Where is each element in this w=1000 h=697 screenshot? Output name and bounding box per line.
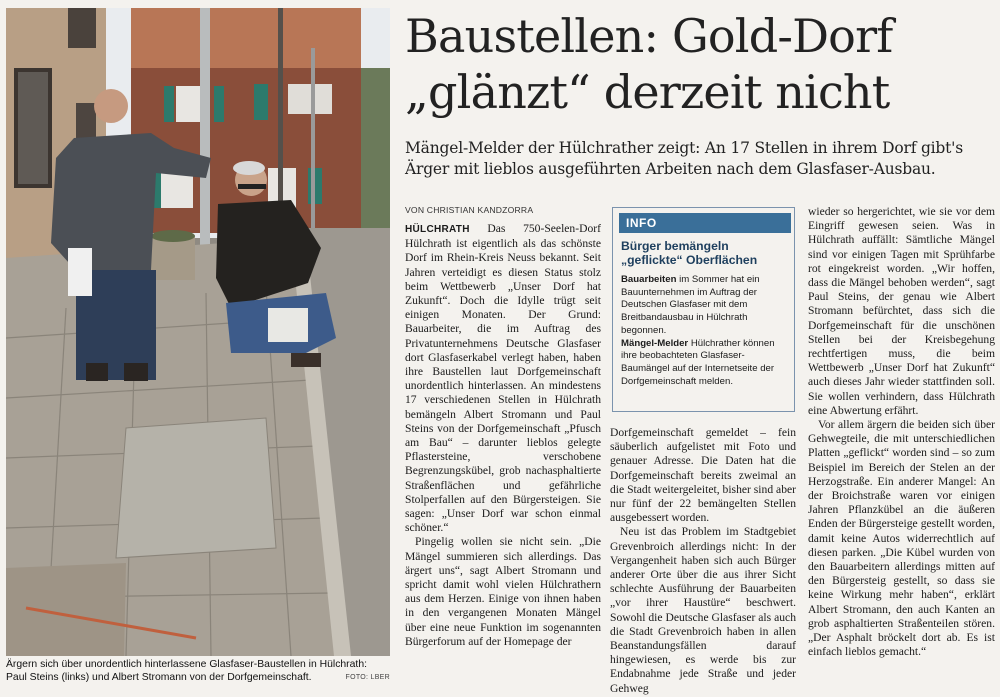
article-column-2 <box>610 426 796 696</box>
photo-caption <box>6 658 390 684</box>
info-item-lead: Bauarbeiten <box>621 274 677 285</box>
paragraph: wieder so hergerichtet, wie sie vor dem Eingriff gewesen seien. Was in Hülchrath auffällt: Sämtliche Mängel sind vor einigen Tagen mit Sprühfarbe rot eingekreist worden. „Wir hoffen, dass die Mängel behoben werden“, sagt Paul Steins, der genau wie Albert Stromann befürchtet, dass sich die Dorfgemeinschaft für die unschönen Stellen bei der Kreisbegehung rechtfertigen muss, die beim Wettbewerb „Unser Dorf hat Zukunft“ auch dieses Jahr wieder stattfinden soll. Sie wollen verhindern, dass Hülchrath eine Abwertung erfährt. <box>808 205 995 417</box>
byline: VON CHRISTIAN KANDZORRA <box>405 205 534 215</box>
article-photo <box>6 8 390 656</box>
info-item <box>621 338 791 389</box>
headline-line-1: Baustellen: Gold-Dorf <box>405 9 893 63</box>
article-column-3 <box>808 205 995 660</box>
info-item-text: im Sommer hat ein Bauunternehmen im Auftrag der Deutschen Glasfaser mit dem Breitbandausbau in Hülchrath begonnen. <box>621 274 760 336</box>
paragraph: Dorfgemeinschaft gemeldet – fein säuberlich aufgelistet mit Foto und genauer Adresse. Die Daten hat die Dorfgemeinschaft bereits zweimal an die Stadt weitergeleitet, bisher sind aber nur fünf der 22 bemängelten Stellen ausgebessert worden. <box>610 426 796 525</box>
paragraph <box>405 222 601 535</box>
headline-line-2: „glänzt“ derzeit nicht <box>405 65 890 119</box>
subheadline: Mängel-Melder der Hülchrather zeigt: An 17 Stellen in ihrem Dorf gibt's Ärger mit lieblos ausgeführten Arbeiten nach dem Glasfaser-Ausbau. <box>405 139 963 178</box>
paragraph: Pingelig wollen sie nicht sein. „Die Mängel summieren sich allerdings. Das ärgert uns“, sagt Albert Stromann und spricht damit wohl vielen Hülchrathern aus dem Herzen. Einige von ihnen haben in den vergangenen Monaten Mängel über eine neue Funktion im sogenannten Bürgerforum auf der Homepage der <box>405 535 601 648</box>
info-item-text: Hülchrather können ihre beobachteten Glasfaser-Baumängel auf der Internetseite der Dorfgemeinschaft melden. <box>621 337 775 387</box>
paragraph: Vor allem ärgern die beiden sich über Gehwegteile, die mit unterschiedlichen Platten „geflickt“ worden sind – so zum Beispiel im Bereich der Stelen an der Herzogstraße. Ein anderer Mangel: An der Broichstraße waren vor einigen Jahren Pflanzkübel an die äußeren Enden der Bürgersteige gestellt worden, damit keine Autos widerrechtlich auf diesen parken. „Die Kübel wurden von den Bauarbeitern allerdings mitten auf den Bürgersteig gestellt, so dass sie keine Wirkung mehr haben“, erklärt Albert Stromann, den auch Kanten an grob asphaltierten Straßenteilen stören. „Der Asphalt bröckelt dort ab. Es ist einfach lieblos gemacht.“ <box>808 418 995 659</box>
paragraph-text: Das 750-Seelen-Dorf Hülchrath ist eigentlich als das schönste Dorf im Rhein-Kreis Neuss bekannt. Seit Jahren verteidigt es diesen Status stolz beim Wettbewerb „Unser Dorf hat Zukunft“. Doch die Idylle trügt seit einigen Monaten. Der Grund: Bauarbeiter, die im Auftrag des Privatunternehmens Deutsche Glasfaser dort Glasfaserkabel verlegt haben, haben ihre Baustellen laut Dorfgemeinschaft unordentlich hinterlassen. An mindestens 17 verschiedenen Stellen in Hülchrath bemängeln Albert Stromann und Paul Steins von der Dorfgemeinschaft „Pfusch am Bau“ – darunter lieblos gelegte Pflastersteine, verschobene Begrenzungskübel, grob nachasphaltierte Straßenflächen und gefährliche Stolperfallen auf den Bürgersteigen. Sie sagen: „Unser Dorf war schon einmal schöner.“ <box>405 222 601 535</box>
photo-credit: FOTO: LBER <box>345 674 390 681</box>
info-box-title: Bürger bemängeln „geflickte“ Oberflächen <box>621 239 758 267</box>
caption-text: Ärgern sich über unordentlich hinterlassene Glasfaser-Baustellen in Hülchrath: Paul Steins (links) und Albert Stromann von der Dorfgemeinschaft. <box>6 659 367 683</box>
info-box <box>612 207 795 412</box>
paragraph: Neu ist das Problem im Stadtgebiet Grevenbroich allerdings nicht: In der Vergangenheit haben sich auch Bürger anderer Orte über die aus ihrer Sicht schlechte Ausführung der Bauarbeiten „vor ihrer Haustüre“ beschwert. Sowohl die Deutsche Glasfaser als auch die Stadt Grevenbroich haben in allen Beanstandungsfällen darauf hingewiesen, es werde bis zur Endabnahme jede Straße und jeder Gehweg <box>610 525 796 695</box>
info-item <box>621 274 791 338</box>
info-tag: INFO <box>619 213 791 233</box>
article-column-1 <box>405 222 601 649</box>
info-box-body <box>621 274 791 388</box>
info-item-lead: Mängel-Melder <box>621 337 689 349</box>
headline <box>405 8 995 120</box>
dateline: HÜLCHRATH <box>405 224 470 235</box>
